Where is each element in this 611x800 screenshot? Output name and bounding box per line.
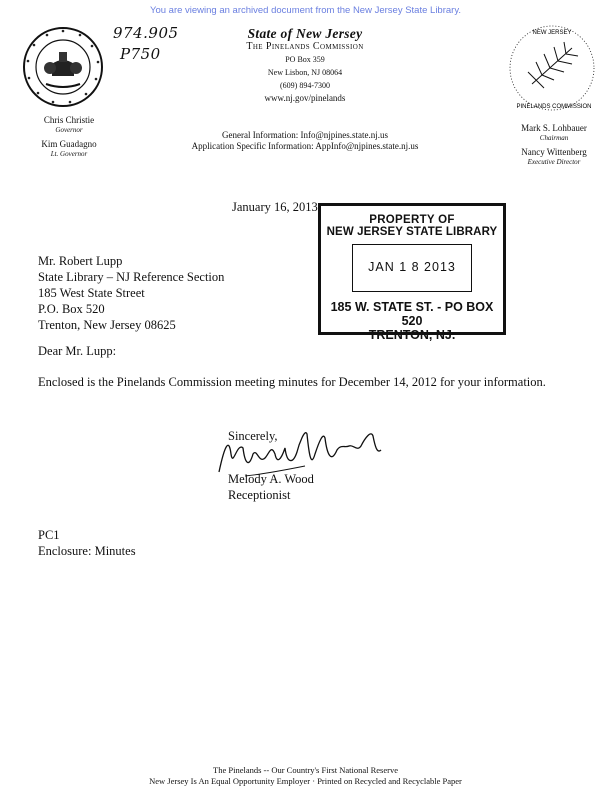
officials-right xyxy=(504,123,604,167)
archive-banner: You are viewing an archived document from the New Jersey State Library. xyxy=(149,5,462,16)
official-name: Chris Christie xyxy=(43,115,95,125)
handwritten-cutter: P750 xyxy=(120,45,161,63)
stamp-line-3: 185 W. STATE ST. - PO BOX 520 xyxy=(330,300,494,328)
official-name: Nancy Wittenberg xyxy=(521,147,587,157)
official-name: Kim Guadagno xyxy=(41,139,97,149)
contact-info xyxy=(150,130,460,152)
library-stamp xyxy=(318,203,506,342)
signer-block xyxy=(228,471,314,503)
closing: Sincerely, xyxy=(228,429,278,443)
signer-title: Receptionist xyxy=(228,488,291,502)
seal-icon xyxy=(22,26,104,108)
application-info-email: Application Specific Information: AppInfo@njpines.state.nj.us xyxy=(191,141,419,151)
official-title: Lt. Governor xyxy=(50,150,88,158)
recipient-line: Trenton, New Jersey 08625 xyxy=(38,318,176,332)
stamp-line-2: NEW JERSEY STATE LIBRARY xyxy=(326,226,498,238)
recipient-line: Mr. Robert Lupp xyxy=(38,254,123,268)
letter-body: Enclosed is the Pinelands Commission meeting minutes for December 14, 2012 for your information. xyxy=(38,375,546,389)
official-title: Chairman xyxy=(539,134,569,142)
address-line-2: New Lisbon, NJ 08064 xyxy=(267,68,343,77)
stamp-line-4: TRENTON, NJ. xyxy=(368,328,456,342)
signer-name: Melody A. Wood xyxy=(228,472,314,486)
svg-text:PINELANDS COMMISSION: PINELANDS COMMISSION xyxy=(516,104,592,110)
pine-branch-icon xyxy=(506,22,598,114)
nj-state-seal xyxy=(22,26,104,108)
officials-left xyxy=(24,115,114,159)
handwritten-call-number: 974.905 xyxy=(113,24,179,42)
agency-name: The Pinelands Commission xyxy=(246,41,364,52)
phone: (609) 894-7300 xyxy=(280,81,330,90)
stamp-line-1: PROPERTY OF xyxy=(369,214,455,226)
footer-line-1: The Pinelands -- Our Country's First National Reserve xyxy=(213,765,398,775)
notation-initials: PC1 xyxy=(38,528,60,542)
official-title: Governor xyxy=(55,126,83,134)
svg-text:NEW JERSEY: NEW JERSEY xyxy=(532,30,572,36)
footer xyxy=(0,765,611,787)
state-title: State of New Jersey xyxy=(247,26,363,41)
salutation: Dear Mr. Lupp: xyxy=(38,344,117,358)
recipient-line: P.O. Box 520 xyxy=(38,302,105,316)
footer-line-2: New Jersey Is An Equal Opportunity Employer · Printed on Recycled and Recyclable Paper xyxy=(149,776,462,786)
website: www.nj.gov/pinelands xyxy=(264,93,346,103)
recipient-line: State Library – NJ Reference Section xyxy=(38,270,225,284)
letter-date: January 16, 2013 xyxy=(232,200,318,214)
official-title: Executive Director xyxy=(527,158,581,166)
recipient-address xyxy=(38,253,224,333)
stamp-date: JAN 1 8 2013 xyxy=(352,244,472,292)
notations xyxy=(38,527,136,559)
general-info-email: General Information: Info@njpines.state.nj.us xyxy=(222,130,388,140)
address-line-1: PO Box 359 xyxy=(285,55,325,64)
recipient-line: 185 West State Street xyxy=(38,286,145,300)
notation-enclosure: Enclosure: Minutes xyxy=(38,544,136,558)
pinelands-commission-logo xyxy=(506,22,598,114)
official-name: Mark S. Lohbauer xyxy=(521,123,587,133)
letterhead xyxy=(185,27,425,105)
